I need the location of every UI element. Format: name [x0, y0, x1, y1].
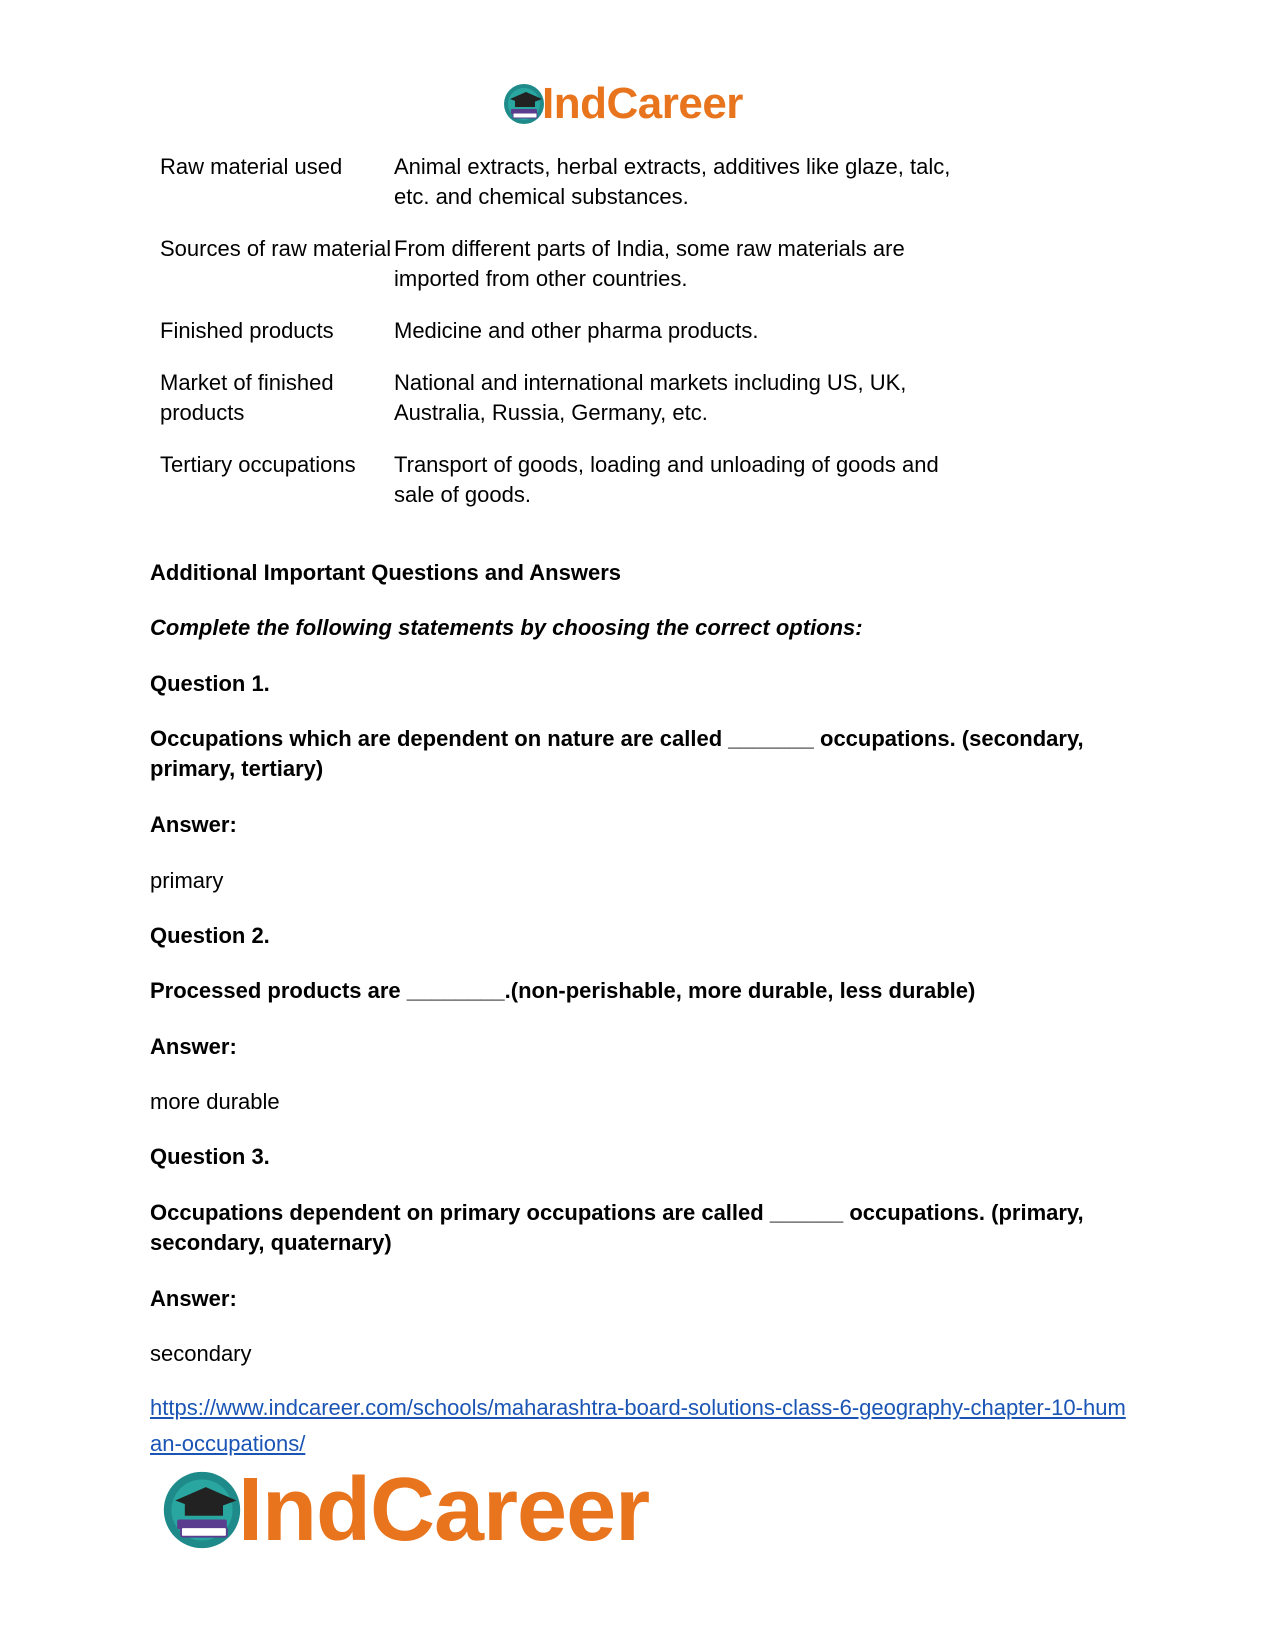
- header-logo: [502, 78, 743, 130]
- table-row: [150, 368, 964, 450]
- answer-text: more durable: [150, 1089, 280, 1114]
- answer-label: Answer:: [150, 812, 237, 837]
- answer-label: Answer:: [150, 1286, 237, 1311]
- answer-text: secondary: [150, 1341, 252, 1366]
- table-row: [150, 450, 964, 510]
- instruction-text: Complete the following statements by choosing the correct options:: [150, 615, 863, 640]
- info-table: [150, 152, 964, 510]
- row-label: Tertiary occupations: [160, 452, 356, 477]
- question-heading: Question 2.: [150, 923, 270, 948]
- answer-text: primary: [150, 868, 224, 893]
- table-row: [150, 152, 964, 234]
- table-row: [150, 316, 964, 368]
- question-heading: Question 1.: [150, 671, 270, 696]
- row-label: Market of finished products: [160, 370, 334, 425]
- section-title: Additional Important Questions and Answers: [150, 560, 622, 585]
- question-text: Occupations which are dependent on nature are called _______ occupations. (secondary, primary, tertiary): [150, 726, 1084, 781]
- row-label: Finished products: [160, 318, 334, 343]
- question-text: Occupations dependent on primary occupations are called ______ occupations. (primary, secondary, quaternary): [150, 1200, 1084, 1255]
- row-label: Sources of raw material: [160, 236, 392, 261]
- question-text: Processed products are ________.(non-perishable, more durable, less durable): [150, 978, 976, 1003]
- table-row: [150, 234, 964, 316]
- source-link[interactable]: https://www.indcareer.com/schools/maharashtra-board-solutions-class-6-geography-chapter-10-human-occupations/: [150, 1395, 1126, 1456]
- answer-label: Answer:: [150, 1034, 237, 1059]
- graduation-book-icon: [160, 1468, 244, 1552]
- footer-logo: [160, 1460, 650, 1560]
- row-value: Medicine and other pharma products.: [394, 318, 759, 343]
- row-value: Animal extracts, herbal extracts, additives like glaze, talc, etc. and chemical substances.: [394, 154, 951, 209]
- row-value: National and international markets including US, UK, Australia, Russia, Germany, etc.: [394, 370, 907, 425]
- question-heading: Question 3.: [150, 1144, 270, 1169]
- row-value: From different parts of India, some raw materials are imported from other countries.: [394, 236, 905, 291]
- row-label: Raw material used: [160, 154, 343, 179]
- row-value: Transport of goods, loading and unloading of goods and sale of goods.: [394, 452, 939, 507]
- logo-wordmark: IndCareer: [542, 79, 743, 128]
- logo-wordmark: IndCareer: [238, 1460, 650, 1560]
- graduation-book-icon: [502, 82, 546, 126]
